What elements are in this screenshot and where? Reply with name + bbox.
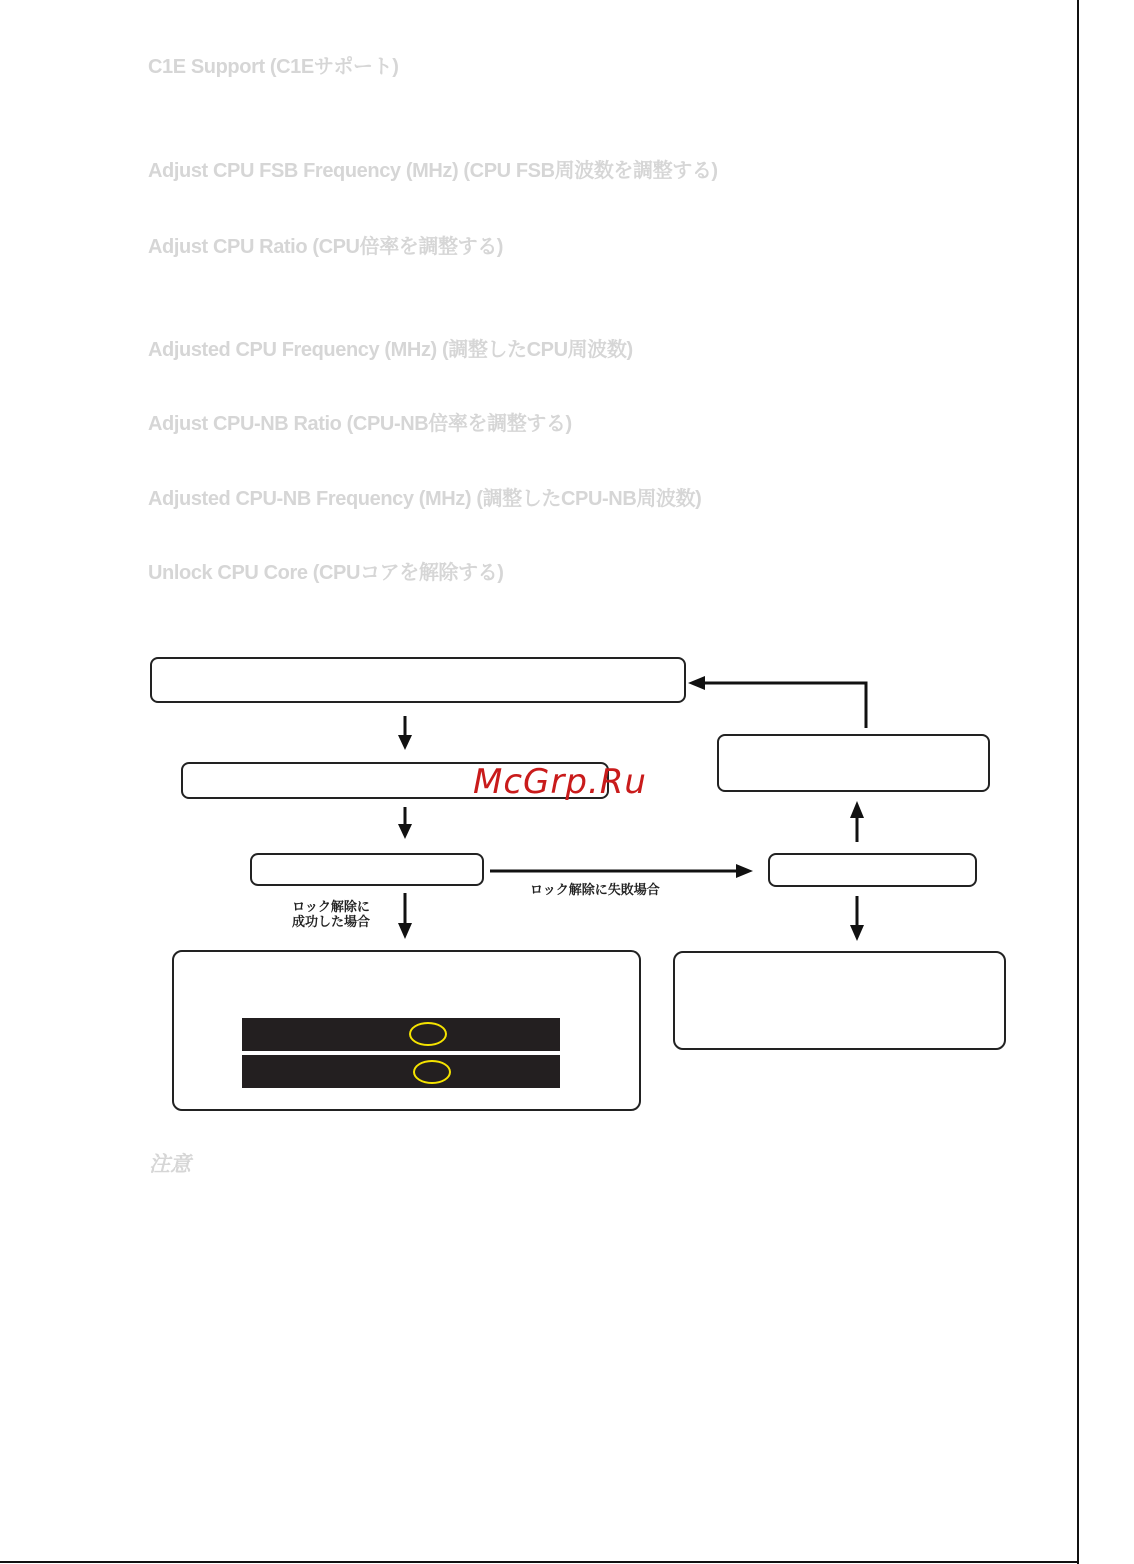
- arrow-down-failure-result-head: [850, 925, 864, 941]
- flow-box-failure: [768, 853, 977, 887]
- flow-box-retry: [717, 734, 990, 792]
- highlight-oval-2: [413, 1060, 451, 1084]
- flow-box-start: [150, 657, 686, 703]
- arrow-down-success-head: [398, 923, 412, 939]
- label-unlock-failure: ロック解除に失敗場合: [530, 883, 660, 898]
- heading-adjusted-cpu-nb-frequency: Adjusted CPU-NB Frequency (MHz) (調整したCPU-NB周波数): [148, 488, 702, 510]
- arrow-down-1-head: [398, 735, 412, 750]
- heading-adjust-cpu-nb-ratio: Adjust CPU-NB Ratio (CPU-NB倍率を調整する): [148, 413, 572, 435]
- highlight-oval-1: [409, 1022, 447, 1046]
- page-border-bottom: [0, 1561, 1079, 1563]
- arrow-loop-back: [703, 683, 866, 728]
- page-border-right: [1077, 0, 1079, 1564]
- heading-c1e-support: C1E Support (C1Eサポート): [148, 56, 399, 78]
- watermark: McGrp.Ru: [473, 762, 647, 802]
- heading-adjust-cpu-ratio: Adjust CPU Ratio (CPU倍率を調整する): [148, 236, 504, 258]
- arrow-down-2-head: [398, 824, 412, 839]
- bios-status-bar-2: [242, 1055, 560, 1088]
- arrow-right-failure-head: [736, 864, 753, 878]
- flow-box-unlock-attempt: [250, 853, 484, 886]
- note-title: 注意: [149, 1152, 191, 1176]
- arrow-up-retry-head: [850, 801, 864, 818]
- flow-box-failure-result: [673, 951, 1006, 1050]
- heading-adjusted-cpu-frequency: Adjusted CPU Frequency (MHz) (調整したCPU周波数): [148, 339, 633, 361]
- arrow-loop-back-head: [688, 676, 705, 690]
- label-unlock-success: ロック解除に 成功した場合: [291, 900, 370, 930]
- heading-adjust-cpu-fsb-frequency: Adjust CPU FSB Frequency (MHz) (CPU FSB周波数を調整する): [148, 160, 718, 182]
- bios-status-bar-1: [242, 1018, 560, 1051]
- heading-unlock-cpu-core: Unlock CPU Core (CPUコアを解除する): [148, 562, 504, 584]
